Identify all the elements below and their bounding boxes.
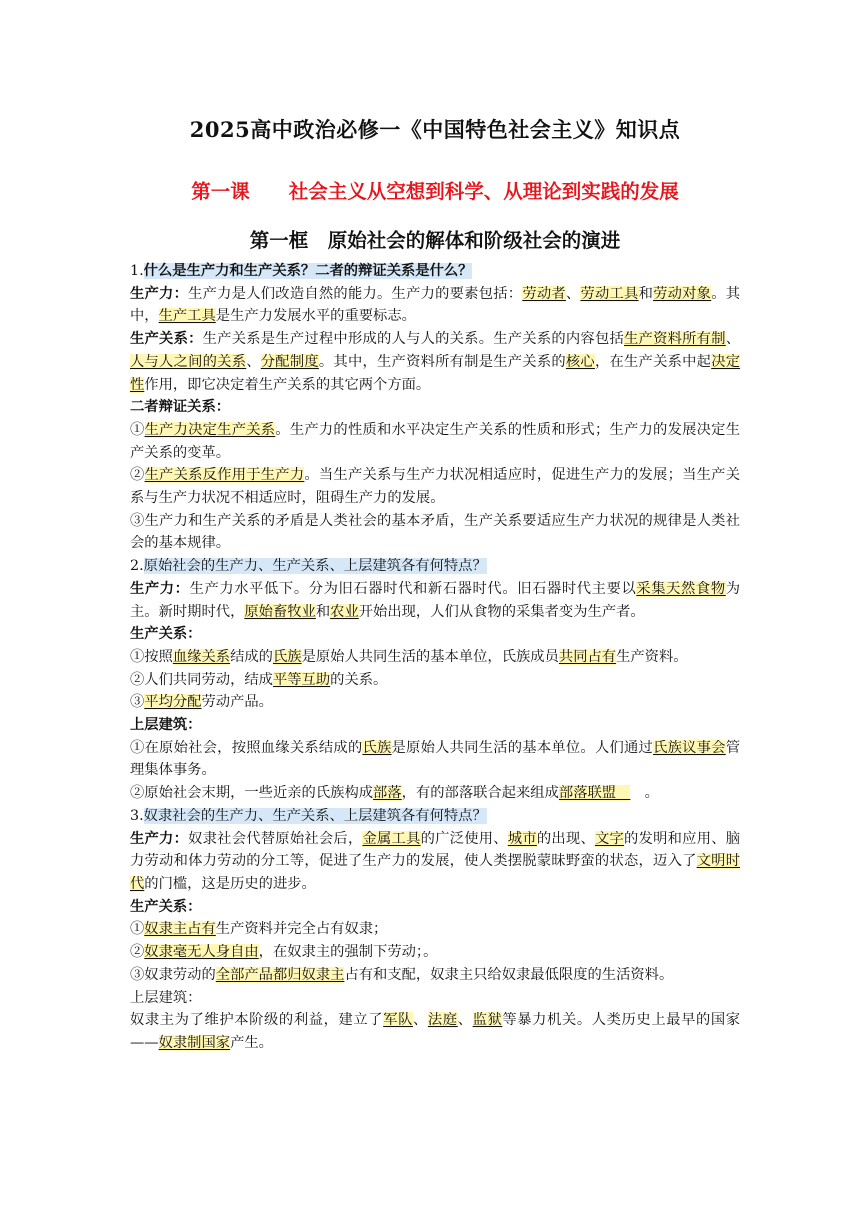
paragraph — [130, 464, 740, 509]
text-run: 管理集体事务。 — [130, 739, 741, 779]
paragraph — [130, 987, 740, 1010]
highlighted-keyword: 文字 — [594, 830, 625, 847]
question-heading — [130, 555, 740, 578]
text-run: 、 — [246, 353, 261, 370]
text-run: 。其中，生产资料所有制是生产关系的 — [318, 353, 566, 370]
paragraph — [130, 623, 740, 646]
document-title: 2025高中政治必修一《中国特色社会主义》知识点 — [189, 117, 681, 142]
text-run: 生产资料并完全占有奴隶； — [215, 921, 388, 938]
label: 生产关系： — [130, 898, 202, 915]
text-run: 生产关系是生产过程中形成的人与人的关系。生产关系的内容包括 — [202, 331, 625, 348]
label: 生产关系： — [130, 626, 202, 643]
paragraph — [130, 737, 740, 782]
text-run: 、 — [457, 1012, 473, 1029]
text-run: ③奴隶劳动的 — [130, 966, 216, 983]
text-run: ③生产力和生产关系的矛盾是人类社会的基本矛盾，生产关系要适应生产力状况的规律是人类社会的基本规律。 — [130, 512, 740, 552]
text-run: 为主。新时期时代， — [130, 580, 741, 620]
paragraph — [130, 941, 740, 964]
text-run: 。 — [630, 785, 659, 802]
paragraph — [130, 510, 740, 555]
text-run: ，有的部落联合起来组成 — [401, 785, 559, 802]
text-run: 、 — [725, 331, 741, 348]
label: 生产力： — [130, 830, 189, 847]
question-text: 原始社会的生产力、生产关系、上层建筑各有何特点？ — [143, 558, 487, 575]
highlighted-keyword: 核心 — [565, 353, 595, 370]
text-run: 的关系。 — [330, 671, 388, 688]
text-run: ① — [130, 921, 145, 938]
text-run: ，在奴隶主的强制下劳动；。 — [258, 944, 438, 961]
highlighted-keyword: 氏族 — [362, 739, 392, 756]
highlighted-keyword: 共同占有 — [558, 648, 617, 665]
text-run: 、 — [565, 285, 581, 302]
highlighted-keyword: 决定性 — [130, 353, 741, 393]
text-run: 奴隶社会代替原始社会后， — [188, 830, 363, 847]
text-run: 。其中， — [130, 285, 741, 325]
lesson-title: 第一课 社会主义从空想到科学、从理论到实践的发展 — [191, 180, 679, 203]
highlighted-keyword: 部落联盟 — [558, 785, 631, 802]
label: 生产力： — [130, 285, 189, 302]
paragraph — [130, 283, 740, 328]
question-heading — [130, 805, 740, 828]
highlighted-keyword: 原始畜牧业 — [244, 603, 316, 620]
text-run: 和 — [315, 603, 331, 620]
highlighted-keyword: 奴隶主占有 — [144, 921, 216, 938]
highlighted-keyword: 奴隶毫无人身自由 — [144, 944, 259, 961]
paragraph — [130, 828, 740, 896]
paragraph — [130, 782, 740, 805]
highlighted-keyword: 全部产品都归奴隶主 — [215, 966, 345, 983]
label: 生产关系： — [130, 331, 203, 348]
highlighted-keyword: 氏族 — [272, 648, 302, 665]
highlighted-keyword: 法庭 — [427, 1012, 458, 1029]
text-run: 。当生产关系与生产力状况相适应时，促进生产力的发展；当生产关系与生产力状况不相适应时，阻碍生产力的发展。 — [130, 467, 741, 507]
text-run: ①按照 — [130, 648, 173, 665]
text-run: ，在生产关系中起 — [594, 353, 712, 370]
paragraph — [130, 396, 740, 419]
highlighted-keyword: 奴隶制国家 — [158, 1034, 231, 1051]
text-run: 是原始人共同生活的基本单位，氏族成员 — [301, 648, 559, 665]
highlighted-keyword: 金属工具 — [362, 830, 421, 847]
text-run: ②人们共同劳动，结成 — [130, 671, 273, 688]
question-number: 3. — [130, 807, 144, 824]
highlighted-keyword: 分配制度 — [260, 353, 319, 370]
text-run: 的出现、 — [536, 830, 595, 847]
text-run: 和 — [638, 285, 654, 302]
label: 生产力： — [130, 580, 190, 597]
highlighted-keyword: 劳动对象 — [653, 285, 712, 302]
highlighted-keyword: 生产力决定生产关系 — [144, 421, 276, 438]
paragraph — [130, 669, 740, 692]
text-run: ② — [130, 944, 145, 961]
text-run: 是原始人共同生活的基本单位。人们通过 — [391, 739, 654, 756]
paragraph — [130, 896, 740, 919]
section-title: 第一框 原始社会的解体和阶级社会的演进 — [249, 229, 621, 252]
text-run: ③ — [130, 694, 145, 711]
text-run: 结成的 — [230, 648, 273, 665]
paragraph — [130, 691, 740, 714]
text-run: 开始出现，人们从食物的采集者变为生产者。 — [358, 603, 645, 620]
label: 上层建筑： — [130, 717, 202, 734]
highlighted-keyword: 部落 — [373, 785, 402, 802]
question-number: 2. — [130, 558, 144, 575]
highlighted-keyword: 人与人之间的关系 — [130, 353, 247, 370]
highlighted-keyword: 采集天然食物 — [636, 580, 726, 597]
highlighted-keyword: 平均分配 — [144, 694, 202, 711]
paragraph — [130, 419, 740, 464]
text-run: ②原始社会末期，一些近亲的氏族构成 — [130, 785, 374, 802]
paragraph — [130, 964, 740, 987]
text-run: 占有和支配，奴隶主只给奴隶最低限度的生活资料。 — [344, 966, 674, 983]
question-number: 1. — [130, 263, 144, 279]
paragraph — [130, 1009, 740, 1054]
text-run: 奴隶主为了维护本阶级的利益，建立了 — [130, 1012, 384, 1029]
highlighted-keyword: 血缘关系 — [172, 648, 231, 665]
text-run: 的广泛使用、 — [420, 830, 508, 847]
highlighted-keyword: 文明时代 — [130, 853, 740, 892]
highlighted-keyword: 城市 — [507, 830, 537, 847]
text-run: 产生。 — [230, 1034, 273, 1051]
highlighted-keyword: 农业 — [330, 603, 359, 620]
paragraph — [130, 646, 740, 669]
text-run: 生产资料。 — [616, 648, 688, 665]
text-run: 的发明和应用、脑力劳动和体力劳动的分工等，促进了生产力的发展，使人类摆脱蒙昧野蛮的状态，迈入了 — [130, 830, 741, 870]
highlighted-keyword: 军队 — [383, 1012, 413, 1029]
text-run: 作用，即它决定着生产关系的其它两个方面。 — [144, 376, 431, 393]
text-run: ② — [130, 467, 145, 484]
highlighted-keyword: 生产资料所有制 — [624, 331, 726, 348]
text-run: 上层建筑： — [130, 989, 202, 1006]
highlighted-keyword: 生产工具 — [158, 308, 216, 325]
document-body — [130, 260, 740, 1055]
text-run: 、 — [412, 1012, 428, 1029]
paragraph — [130, 918, 740, 941]
text-run: 劳动产品。 — [201, 694, 273, 711]
highlighted-keyword: 劳动工具 — [580, 285, 639, 302]
paragraph — [130, 578, 740, 623]
question-heading — [130, 260, 740, 283]
highlighted-keyword: 监狱 — [472, 1012, 503, 1029]
highlighted-keyword: 平等互助 — [272, 671, 331, 688]
text-run: ①在原始社会，按照血缘关系结成的 — [130, 739, 363, 756]
text-run: 是生产力发展水平的重要标志。 — [215, 308, 416, 325]
text-run: 生产力是人们改造自然的能力。生产力的要素包括： — [188, 285, 523, 302]
highlighted-keyword: 氏族议事会 — [653, 739, 726, 756]
text-run: 。生产力的性质和水平决定生产关系的性质和形式；生产力的发展决定生产关系的变革。 — [130, 421, 741, 461]
label: 二者辩证关系： — [130, 399, 231, 416]
text-run: 的门槛，这是历史的进步。 — [144, 875, 316, 892]
text-run: ① — [130, 421, 145, 438]
question-text: 奴隶社会的生产力、生产关系、上层建筑各有何特点？ — [143, 807, 487, 824]
highlighted-keyword: 生产关系反作用于生产力 — [144, 467, 305, 484]
highlighted-keyword: 劳动者 — [522, 285, 566, 302]
question-text: 什么是生产力和生产关系？二者的辩证关系是什么？ — [143, 263, 473, 279]
text-run: 生产力水平低下。分为旧石器时代和新石器时代。旧石器时代主要以 — [189, 580, 637, 597]
paragraph — [130, 328, 740, 396]
paragraph — [130, 714, 740, 737]
text-run: 等暴力机关。人类历史上最早的国家—— — [130, 1012, 741, 1051]
